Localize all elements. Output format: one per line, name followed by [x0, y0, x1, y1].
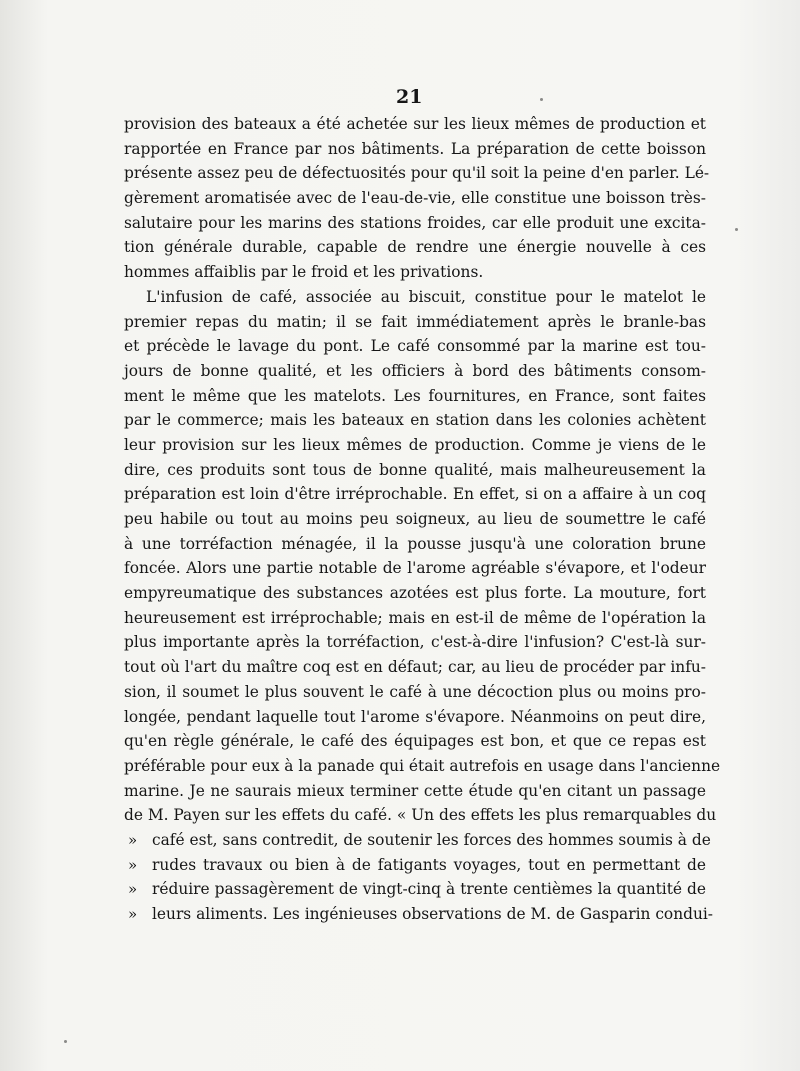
text-line: présente assez peu de défectuosités pour qu'il soit la peine d'en parler. Lé- [124, 164, 710, 183]
text-line: jours de bonne qualité, et les officiers à bord des bâtiments consom- [124, 361, 706, 380]
quote-line [124, 902, 713, 927]
text-line: L'infusion de café, associée au biscuit, constitue pour le matelot le [146, 287, 706, 306]
quote-text: rudes travaux ou bien à de fatigants voyages, tout en permettant de [152, 855, 706, 874]
text-line: ment le même que les matelots. Les fournitures, en France, sont faites [124, 386, 706, 405]
text-line: tout où l'art du maître coq est en défaut; car, au lieu de procéder par infu- [124, 658, 706, 677]
scan-speck [735, 228, 738, 231]
text-line: premier repas du matin; il se fait immédiatement après le branle-bas [124, 312, 706, 331]
page-number: 21 [396, 86, 423, 108]
text-line: sion, il soumet le plus souvent le café à une décoction plus ou moins pro- [124, 682, 706, 701]
text-line: leur provision sur les lieux mêmes de production. Comme je viens de le [124, 435, 706, 454]
quote-mark: » [128, 880, 138, 899]
text-line: peu habile ou tout au moins peu soigneux, au lieu de soumettre le café [124, 510, 706, 528]
text-line: préparation est loin d'être irréprochable. En effet, si on a affaire à un coq [124, 485, 706, 504]
text-line: qu'en règle générale, le café des équipages est bon, et que ce repas est [124, 732, 706, 751]
quotation [124, 828, 713, 927]
text-line: empyreumatique des substances azotées est plus forte. La mouture, fort [124, 584, 706, 603]
text-line: par le commerce; mais les bateaux en station dans les colonies achètent [124, 411, 706, 430]
text-line: dire, ces produits sont tous de bonne qualité, mais malheureusement la [124, 460, 706, 479]
quote-text: café est, sans contredit, de soutenir les forces des hommes soumis à de [152, 830, 711, 849]
body-text [124, 112, 721, 927]
text-line: rapportée en France par nos bâtiments. La préparation de cette boisson [124, 139, 706, 158]
paragraph-1 [124, 112, 710, 285]
text-line: et précède le lavage du pont. Le café consommé par la marine est tou- [124, 337, 706, 356]
quote-mark: » [128, 830, 138, 849]
text-line: à une torréfaction ménagée, il la pousse jusqu'à une coloration brune [124, 534, 706, 553]
quote-line [124, 877, 706, 902]
quote-mark: » [128, 855, 138, 874]
text-line: de M. Payen sur les effets du café. « Un des effets les plus remarquables du [124, 806, 717, 825]
text-line: longée, pendant laquelle tout l'arome s'évapore. Néanmoins on peut dire, [124, 707, 706, 726]
text-line: provision des bateaux a été achetée sur les lieux mêmes de production et [124, 115, 706, 133]
text-line: heureusement est irréprochable; mais en est-il de même de l'opération la [124, 608, 706, 627]
quote-text: leurs aliments. Les ingénieuses observations de M. de Gasparin condui- [152, 905, 713, 923]
text-line: foncée. Alors une partie notable de l'arome agréable s'évapore, et l'odeur [124, 559, 706, 578]
paragraph-2 [124, 285, 721, 828]
text-line: gèrement aromatisée avec de l'eau-de-vie, elle constitue une boisson très- [124, 189, 706, 208]
text-line: hommes affaiblis par le froid et les privations. [124, 263, 484, 282]
text-line: plus importante après la torréfaction, c'est-à-dire l'infusion? C'est-là sur- [124, 633, 706, 652]
scan-speck [64, 1040, 67, 1043]
quote-line [124, 828, 711, 853]
scan-speck [540, 98, 543, 101]
text-line: tion générale durable, capable de rendre une énergie nouvelle à ces [124, 238, 706, 257]
text-line: marine. Je ne saurais mieux terminer cette étude qu'en citant un passage [124, 781, 706, 800]
quote-mark: » [128, 905, 138, 923]
quote-text: réduire passagèrement de vingt-cinq à trente centièmes la quantité de [152, 880, 706, 899]
quote-line [124, 853, 706, 878]
text-line: salutaire pour les marins des stations froides, car elle produit une excita- [124, 213, 706, 232]
text-line: préférable pour eux à la panade qui était autrefois en usage dans l'ancienne [124, 756, 721, 775]
